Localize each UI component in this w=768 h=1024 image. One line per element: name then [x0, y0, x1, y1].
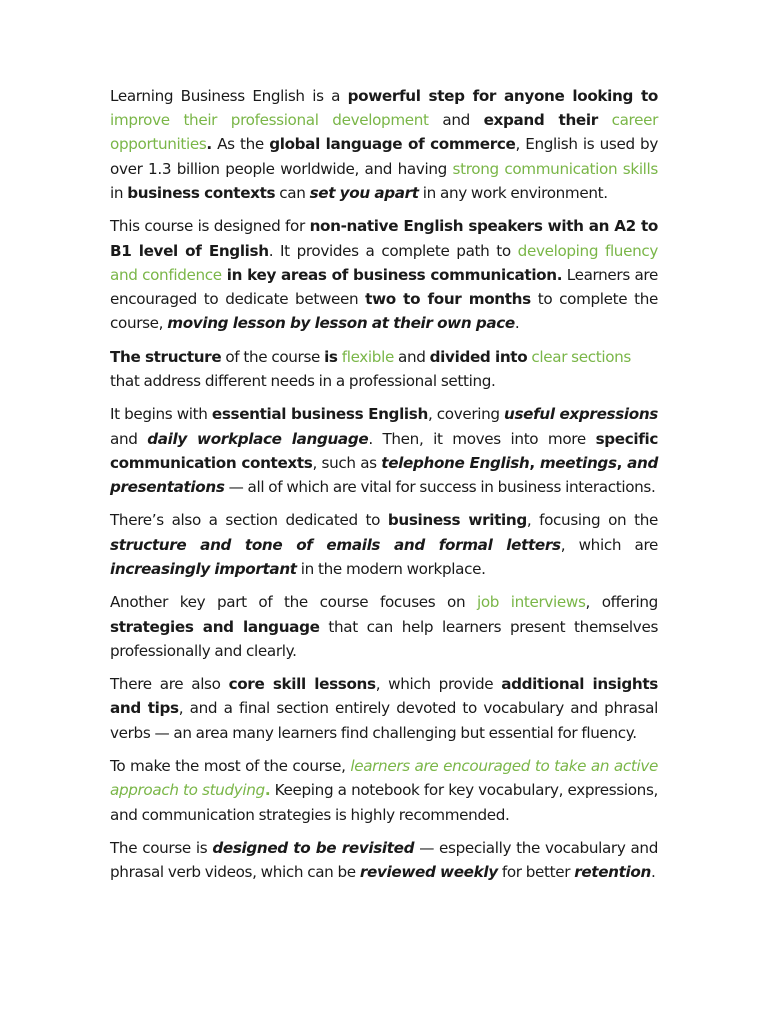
text-run: global language of commerce [269, 135, 516, 154]
text-run: career opportunities [110, 111, 658, 154]
text-run: to complete the course, [110, 289, 659, 333]
text-run: Keeping a notebook for key vocabulary, expressions, and communication strategies is highly recommended. [110, 781, 658, 824]
paragraph-5 [110, 508, 658, 581]
paragraph-6 [110, 590, 658, 663]
text-run: in key areas of business communication. [221, 265, 563, 284]
text-run: . [650, 863, 656, 882]
paragraph-3 [110, 345, 658, 393]
paragraph-2 [110, 214, 658, 335]
text-run: can [275, 183, 310, 202]
text-run: and [393, 347, 430, 366]
text-run: in [110, 183, 128, 202]
text-run: set you apart [309, 183, 419, 202]
text-run: improve their professional development [110, 111, 429, 130]
text-run: . [514, 314, 520, 333]
text-run: and [428, 111, 484, 130]
text-run: job interviews [476, 593, 586, 612]
text-run: in the modern workplace. [296, 559, 486, 578]
text-run: strong communication skills [452, 159, 658, 178]
text-run: essential business English [211, 405, 428, 424]
text-run: , covering [427, 405, 505, 424]
text-run: expand their [483, 111, 598, 130]
text-run: It begins with [110, 405, 212, 424]
text-run: meetings [539, 453, 617, 472]
text-run: , such as [312, 453, 382, 472]
text-run: . Then, it moves into more [368, 429, 596, 448]
text-run [598, 111, 612, 129]
text-run: additional insights and tips [110, 675, 658, 718]
text-run: strategies and language [110, 617, 320, 636]
text-run: designed to be revisited [212, 839, 415, 858]
text-run: core skill lessons [228, 675, 376, 694]
text-run: Another key part of the course focuses on [110, 593, 477, 612]
paragraph-9 [110, 836, 658, 884]
text-run: As the [211, 135, 270, 154]
text-run: , which are [560, 535, 659, 554]
text-run: telephone English [381, 453, 530, 472]
text-run: for better [497, 863, 575, 882]
text-run: This course is designed for [110, 217, 310, 236]
text-run: business writing [387, 511, 527, 530]
text-run: . [206, 135, 212, 154]
text-run: Learners are encouraged to dedicate between [110, 265, 658, 308]
text-run: , focusing on the [526, 511, 658, 530]
text-run: clear sections [531, 347, 631, 366]
text-run: The structure [110, 347, 222, 366]
text-run: that can help learners present themselves professionally and clearly. [110, 617, 659, 660]
text-run: and [110, 429, 148, 448]
text-run: moving lesson by lesson at their own pace [167, 314, 515, 333]
text-run: . It provides a complete path to [268, 241, 518, 260]
text-run: , English is used by over 1.3 billion people worldwide, and having [110, 135, 658, 178]
text-run: Learning Business English is a [110, 87, 348, 105]
text-run: To make the most of the course, [110, 757, 351, 776]
text-run: useful expressions [504, 405, 658, 424]
document-body [110, 84, 658, 894]
text-run: increasingly important [110, 559, 297, 578]
text-run: daily workplace language [147, 429, 369, 448]
text-run: of the course [221, 347, 325, 366]
paragraph-7 [110, 672, 658, 745]
text-run: is [324, 347, 338, 366]
text-run: business contexts [127, 183, 276, 202]
text-run: two to four months [365, 289, 531, 308]
text-run: developing fluency and confidence [110, 241, 658, 284]
text-run: structure and tone of emails and formal letters [110, 535, 561, 554]
text-run: non-native English speakers with an A2 to B1 level of English [110, 217, 658, 260]
text-run: in any work environment. [418, 183, 608, 202]
text-run: — especially the vocabulary and phrasal verb videos, which can be [110, 839, 659, 882]
paragraph-8 [110, 754, 658, 827]
text-run: . [264, 781, 271, 800]
text-run: , [616, 453, 628, 472]
text-run: flexible [341, 347, 394, 366]
text-run: There are also [110, 675, 229, 694]
text-run: , [529, 453, 540, 472]
text-run: — all of which are vital for success in business interactions. [224, 477, 656, 496]
text-run: specific communication contexts [110, 429, 658, 472]
text-run: that address different needs in a professional setting. [110, 371, 496, 390]
text-run: and presentations [110, 453, 658, 496]
text-run: learners are encouraged to take an active approach to studying [110, 757, 658, 800]
text-run: , which provide [375, 675, 502, 694]
text-run: divided into [429, 347, 528, 366]
paragraph-1 [110, 84, 658, 205]
text-run: powerful step for anyone looking to [347, 87, 658, 105]
text-run: , offering [585, 593, 658, 612]
text-run: The course is [110, 839, 213, 858]
text-run: , and a final section entirely devoted to vocabulary and phrasal verbs — an area many learners find challenging but essential for fluency. [110, 699, 658, 742]
paragraph-4 [110, 402, 658, 499]
text-run: reviewed weekly [359, 863, 498, 882]
text-run: retention [574, 863, 651, 882]
text-run: There’s also a section dedicated to [110, 511, 388, 530]
